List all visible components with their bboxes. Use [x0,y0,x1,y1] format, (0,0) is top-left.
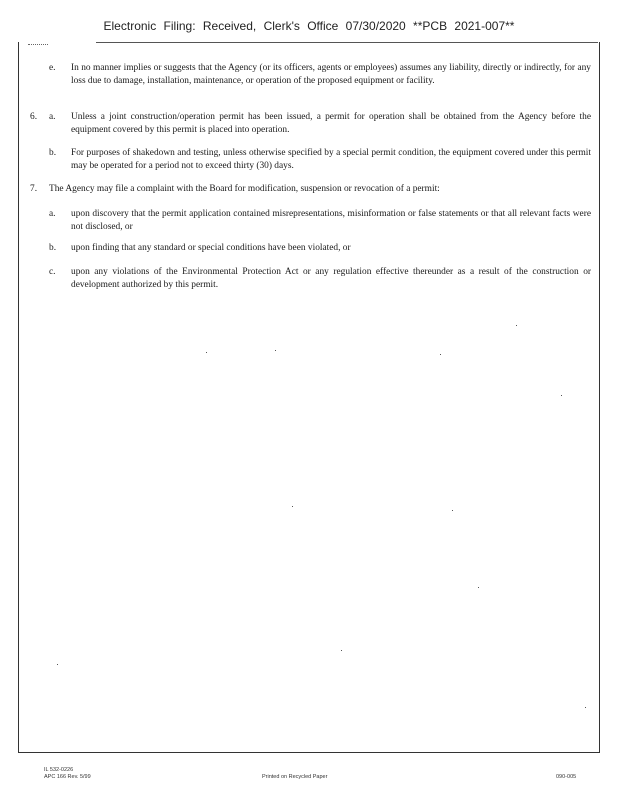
scan-speck [478,587,479,588]
item-label: b. [49,243,57,253]
scan-speck [206,352,207,353]
item-label: a. [49,112,56,122]
scan-speck [516,325,517,326]
section-number: 6. [30,112,38,122]
scan-speck [57,664,58,665]
scan-speck [292,506,293,507]
recycled-paper-note: Printed on Recycled Paper [262,774,328,780]
condition-text: upon discovery that the permit application contained misrepresentations, misinformation or false statements or that all relevant facts were not disclosed, or [71,209,591,232]
section-number: 7. [30,184,38,194]
condition-text: upon finding that any standard or special conditions have been violated, or [71,243,351,253]
condition-text: The Agency may file a complaint with the Board for modification, suspension or revocation of a permit: [49,184,440,194]
scan-speck [341,650,342,651]
item-label: c. [49,267,56,277]
condition-text: In no manner implies or suggests that the Agency (or its officers, agents or employees) assumes any liability, directly or indirectly, for any loss due to damage, installation, maintenance, or operation of the proposed equipment or facility. [71,63,591,86]
item-label: b. [49,148,57,158]
item-label: e. [49,63,56,73]
scan-speck [585,707,586,708]
form-revision: APC 166 Rev. 5/99 [44,774,91,780]
condition-text: Unless a joint construction/operation permit has been issued, a permit for operation shall be obtained from the Agency before the equipment covered by this permit is placed into operation. [71,112,591,135]
scan-speck [440,354,441,355]
scan-speck [275,350,276,351]
page-frame-top-dots [28,44,48,45]
form-number [44,767,91,781]
item-label: a. [49,209,56,219]
filing-stamp: Electronic Filing: Received, Clerk's Office 07/30/2020 **PCB 2021-007** [103,19,515,33]
condition-text: For purposes of shakedown and testing, unless otherwise specified by a special permit condition, the equipment covered under this permit may be operated for a period not to exceed thirty (30) days. [71,148,591,171]
condition-text: upon any violations of the Environmental Protection Act or any regulation effective thereunder as a result of the construction or development authorized by this permit. [71,267,591,290]
form-id: IL 532-0226 [44,767,74,773]
scan-speck [452,510,453,511]
page-frame-top-rule [96,42,598,43]
scan-speck [561,395,562,396]
page-code: 090-005 [556,774,577,780]
